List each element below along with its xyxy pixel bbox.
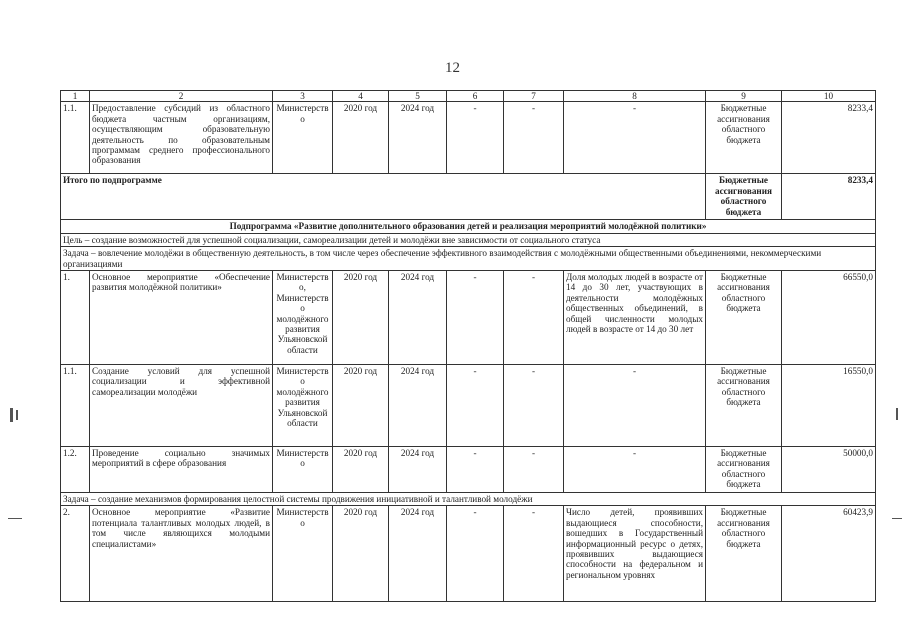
program-activities-table	[60, 90, 876, 602]
indicator: -	[564, 102, 706, 174]
total-row	[61, 174, 876, 220]
scan-margin-mark	[896, 408, 898, 420]
header-cell: 4	[333, 91, 389, 102]
scan-margin-mark	[8, 518, 22, 519]
col-7: -	[504, 102, 564, 174]
executor: Министерство	[273, 506, 333, 602]
header-cell: 10	[782, 91, 876, 102]
scan-margin-mark	[892, 518, 902, 519]
activity-name: Создание условий для успешной социализации и эффективной самореализации молодёжи	[90, 365, 273, 447]
executor: Министерство	[273, 447, 333, 493]
task-text: Задача – создание механизмов формирования целостной системы продвижения инициативной и талантливой молодёжи	[61, 493, 876, 506]
executor: Министерство	[273, 102, 333, 174]
row-number: 1.1.	[61, 365, 90, 447]
table-row	[61, 365, 876, 447]
task-row	[61, 493, 876, 506]
col-6: -	[447, 365, 504, 447]
funding-amount: 50000,0	[782, 447, 876, 493]
col-6: -	[447, 102, 504, 174]
funding-amount: 8233,4	[782, 102, 876, 174]
end-year: 2024 год	[389, 271, 447, 365]
activity-name: Проведение социально значимых мероприятий в сфере образования	[90, 447, 273, 493]
table-row	[61, 102, 876, 174]
funding-source: Бюджетные ассигнования областного бюджета	[706, 271, 782, 365]
subprogram-title-row	[61, 220, 876, 233]
header-cell: 6	[447, 91, 504, 102]
indicator: -	[564, 447, 706, 493]
start-year: 2020 год	[333, 506, 389, 602]
table-row	[61, 506, 876, 602]
column-number-header-row	[61, 91, 876, 102]
header-cell: 5	[389, 91, 447, 102]
funding-amount: 16550,0	[782, 365, 876, 447]
indicator: -	[564, 365, 706, 447]
header-cell: 9	[706, 91, 782, 102]
scan-margin-mark	[10, 408, 13, 422]
header-cell: 3	[273, 91, 333, 102]
start-year: 2020 год	[333, 271, 389, 365]
header-cell: 1	[61, 91, 90, 102]
subprogram-title: Подпрограмма «Развитие дополнительного образования детей и реализация мероприятий молодёжной политики»	[61, 220, 876, 233]
page-number: 12	[445, 60, 460, 76]
col-7: -	[504, 447, 564, 493]
start-year: 2020 год	[333, 102, 389, 174]
activity-name: Основное мероприятие «Обеспечение развития молодёжной политики»	[90, 271, 273, 365]
col-7: -	[504, 271, 564, 365]
row-number: 2.	[61, 506, 90, 602]
start-year: 2020 год	[333, 447, 389, 493]
table-row	[61, 447, 876, 493]
table-row	[61, 271, 876, 365]
funding-source: Бюджетные ассигнования областного бюджета	[706, 102, 782, 174]
header-cell: 7	[504, 91, 564, 102]
col-6: -	[447, 447, 504, 493]
funding-amount: 60423,9	[782, 506, 876, 602]
funding-source: Бюджетные ассигнования областного бюджета	[706, 506, 782, 602]
col-6: -	[447, 506, 504, 602]
funding-source: Бюджетные ассигнования областного бюджета	[706, 447, 782, 493]
task-row	[61, 247, 876, 271]
funding-source: Бюджетные ассигнования областного бюджета	[706, 174, 782, 220]
task-text: Задача – вовлечение молодёжи в общественную деятельность, в том числе через обеспечение эффективного взаимодействия с молодёжными общественными объединениями, некоммерческими организациями	[61, 247, 876, 271]
col-7: -	[504, 506, 564, 602]
col-7: -	[504, 365, 564, 447]
funding-source: Бюджетные ассигнования областного бюджета	[706, 365, 782, 447]
end-year: 2024 год	[389, 365, 447, 447]
goal-row	[61, 233, 876, 246]
indicator: Число детей, проявивших выдающиеся способности, вошедших в Государственный информационный ресурс о детях, проявивших выдающиеся способности на федеральном и региональном уровнях	[564, 506, 706, 602]
header-cell: 2	[90, 91, 273, 102]
goal-text: Цель – создание возможностей для успешной социализации, самореализации детей и молодёжи вне зависимости от социального статуса	[61, 233, 876, 246]
activity-name: Предоставление субсидий из областного бюджета частным организациям, осуществляющим образовательную деятельность по образовательным программам среднего профессионального образования	[90, 102, 273, 174]
scan-margin-mark	[16, 410, 18, 420]
executor: Министерство, Министерство молодёжного развития Ульяновской области	[273, 271, 333, 365]
col-6: -	[447, 271, 504, 365]
header-cell: 8	[564, 91, 706, 102]
end-year: 2024 год	[389, 447, 447, 493]
indicator: Доля молодых людей в возрасте от 14 до 30 лет, участвующих в деятельности молодёжных общественных объединений, в общей численности молодых людей в возрасте от 14 до 30 лет	[564, 271, 706, 365]
start-year: 2020 год	[333, 365, 389, 447]
end-year: 2024 год	[389, 102, 447, 174]
funding-amount: 66550,0	[782, 271, 876, 365]
funding-amount: 8233,4	[782, 174, 876, 220]
activity-name: Основное мероприятие «Развитие потенциала талантливых молодых людей, в том числе являющихся молодыми специалистами»	[90, 506, 273, 602]
total-label: Итого по подпрограмме	[61, 174, 706, 220]
row-number: 1.	[61, 271, 90, 365]
executor: Министерство молодёжного развития Ульяновской области	[273, 365, 333, 447]
row-number: 1.2.	[61, 447, 90, 493]
end-year: 2024 год	[389, 506, 447, 602]
row-number: 1.1.	[61, 102, 90, 174]
